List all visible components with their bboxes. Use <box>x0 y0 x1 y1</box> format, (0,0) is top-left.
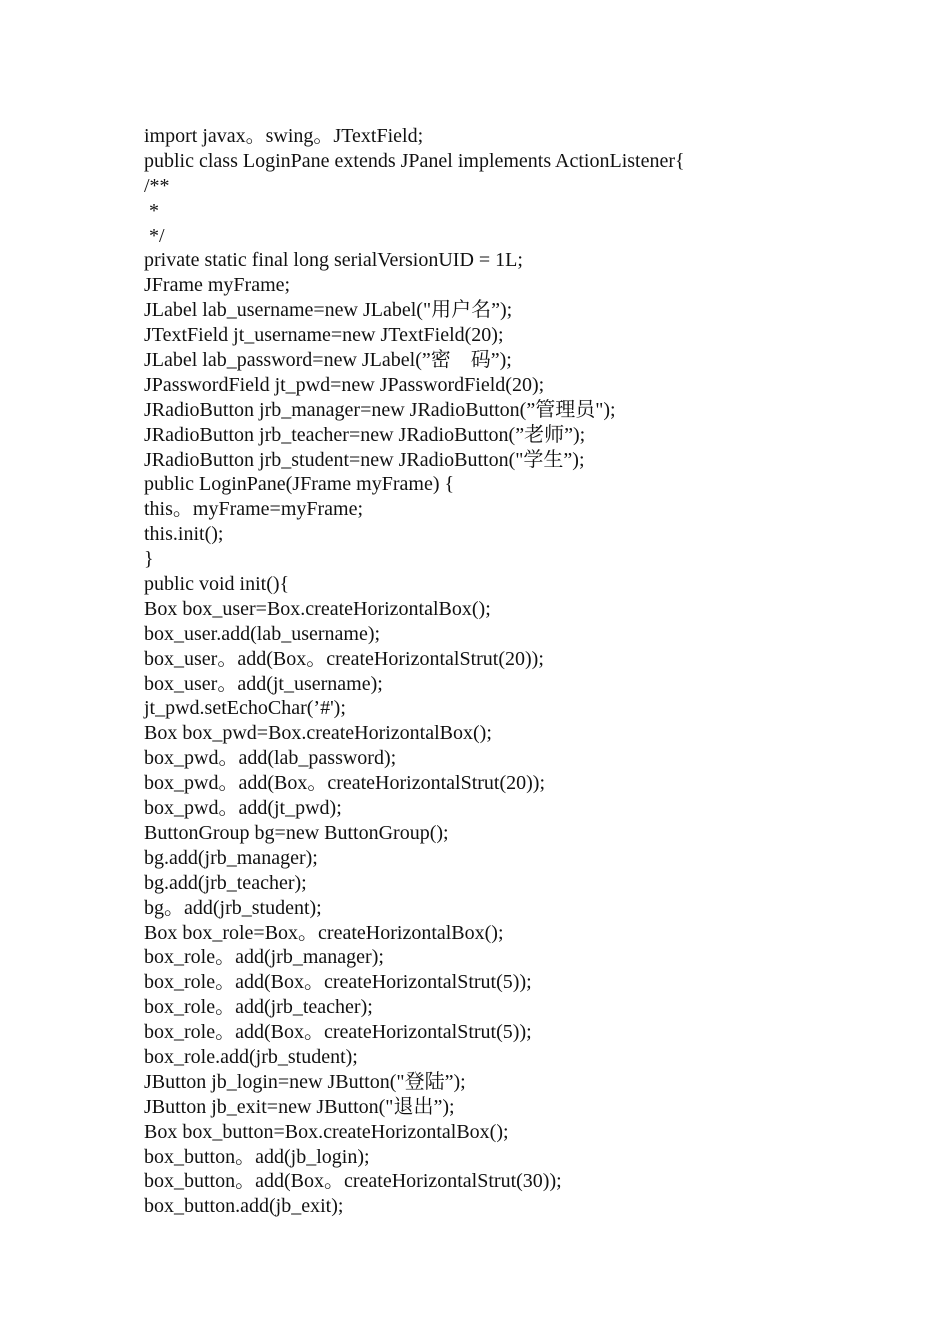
code-line: Box box_pwd=Box.createHorizontalBox(); <box>144 722 492 745</box>
code-line: jt_pwd.setEchoChar(’#'); <box>144 697 346 720</box>
code-line: box_role。add(Box。createHorizontalStrut(5)); <box>144 971 532 994</box>
code-line: box_button。add(jb_login); <box>144 1145 370 1168</box>
code-line: Box box_role=Box。createHorizontalBox(); <box>144 921 504 944</box>
code-line: box_user。add(Box。createHorizontalStrut(20)); <box>144 647 544 670</box>
code-line: private static final long serialVersionUID = 1L; <box>144 249 523 272</box>
code-line: public void init(){ <box>144 573 290 596</box>
code-line: import javax。swing。JTextField; <box>144 125 424 147</box>
code-line: bg。add(jrb_student); <box>144 896 322 919</box>
code-line: } <box>144 548 154 571</box>
code-line: JButton jb_exit=new JButton("退出”); <box>144 1095 455 1118</box>
code-line: JRadioButton jrb_teacher=new JRadioButton(”老师”); <box>144 423 586 446</box>
code-line: box_user。add(jt_username); <box>144 672 383 695</box>
code-line: public class LoginPane extends JPanel implements ActionListener{ <box>144 149 685 172</box>
code-line: box_pwd。add(lab_password); <box>144 747 397 770</box>
code-line: JRadioButton jrb_manager=new JRadioButton(”管理员"); <box>144 398 616 421</box>
code-line: box_role。add(jrb_manager); <box>144 946 384 969</box>
code-line: /** <box>144 174 170 197</box>
code-line: */ <box>144 224 165 247</box>
code-line: this。myFrame=myFrame; <box>144 498 364 521</box>
code-line: box_role.add(jrb_student); <box>144 1045 358 1068</box>
code-line: box_pwd。add(Box。createHorizontalStrut(20)); <box>144 772 546 795</box>
code-line: box_role。add(Box。createHorizontalStrut(5)); <box>144 1021 532 1044</box>
code-line: JLabel lab_password=new JLabel(”密 码”); <box>144 349 512 372</box>
code-line: public LoginPane(JFrame myFrame) { <box>144 473 455 496</box>
code-line: JLabel lab_username=new JLabel("用户名”); <box>144 299 513 322</box>
code-line: ButtonGroup bg=new ButtonGroup(); <box>144 821 449 844</box>
code-line: box_role。add(jrb_teacher); <box>144 996 373 1019</box>
code-line: JPasswordField jt_pwd=new JPasswordField(20); <box>144 373 545 396</box>
code-line: box_pwd。add(jt_pwd); <box>144 797 342 820</box>
code-line: bg.add(jrb_manager); <box>144 846 318 869</box>
code-line: Box box_user=Box.createHorizontalBox(); <box>144 597 491 620</box>
code-line: JTextField jt_username=new JTextField(20); <box>144 324 504 347</box>
code-line: bg.add(jrb_teacher); <box>144 871 307 894</box>
code-line: * <box>144 199 159 222</box>
code-listing <box>144 124 924 1219</box>
code-line: JButton jb_login=new JButton("登陆”); <box>144 1070 466 1093</box>
code-line: box_button.add(jb_exit); <box>144 1195 344 1218</box>
code-line: JRadioButton jrb_student=new JRadioButton("学生”); <box>144 448 585 471</box>
code-line: this.init(); <box>144 523 224 546</box>
code-line: box_button。add(Box。createHorizontalStrut(30)); <box>144 1170 562 1193</box>
code-line: box_user.add(lab_username); <box>144 622 381 645</box>
code-line: JFrame myFrame; <box>144 274 291 297</box>
code-line: Box box_button=Box.createHorizontalBox(); <box>144 1120 509 1143</box>
